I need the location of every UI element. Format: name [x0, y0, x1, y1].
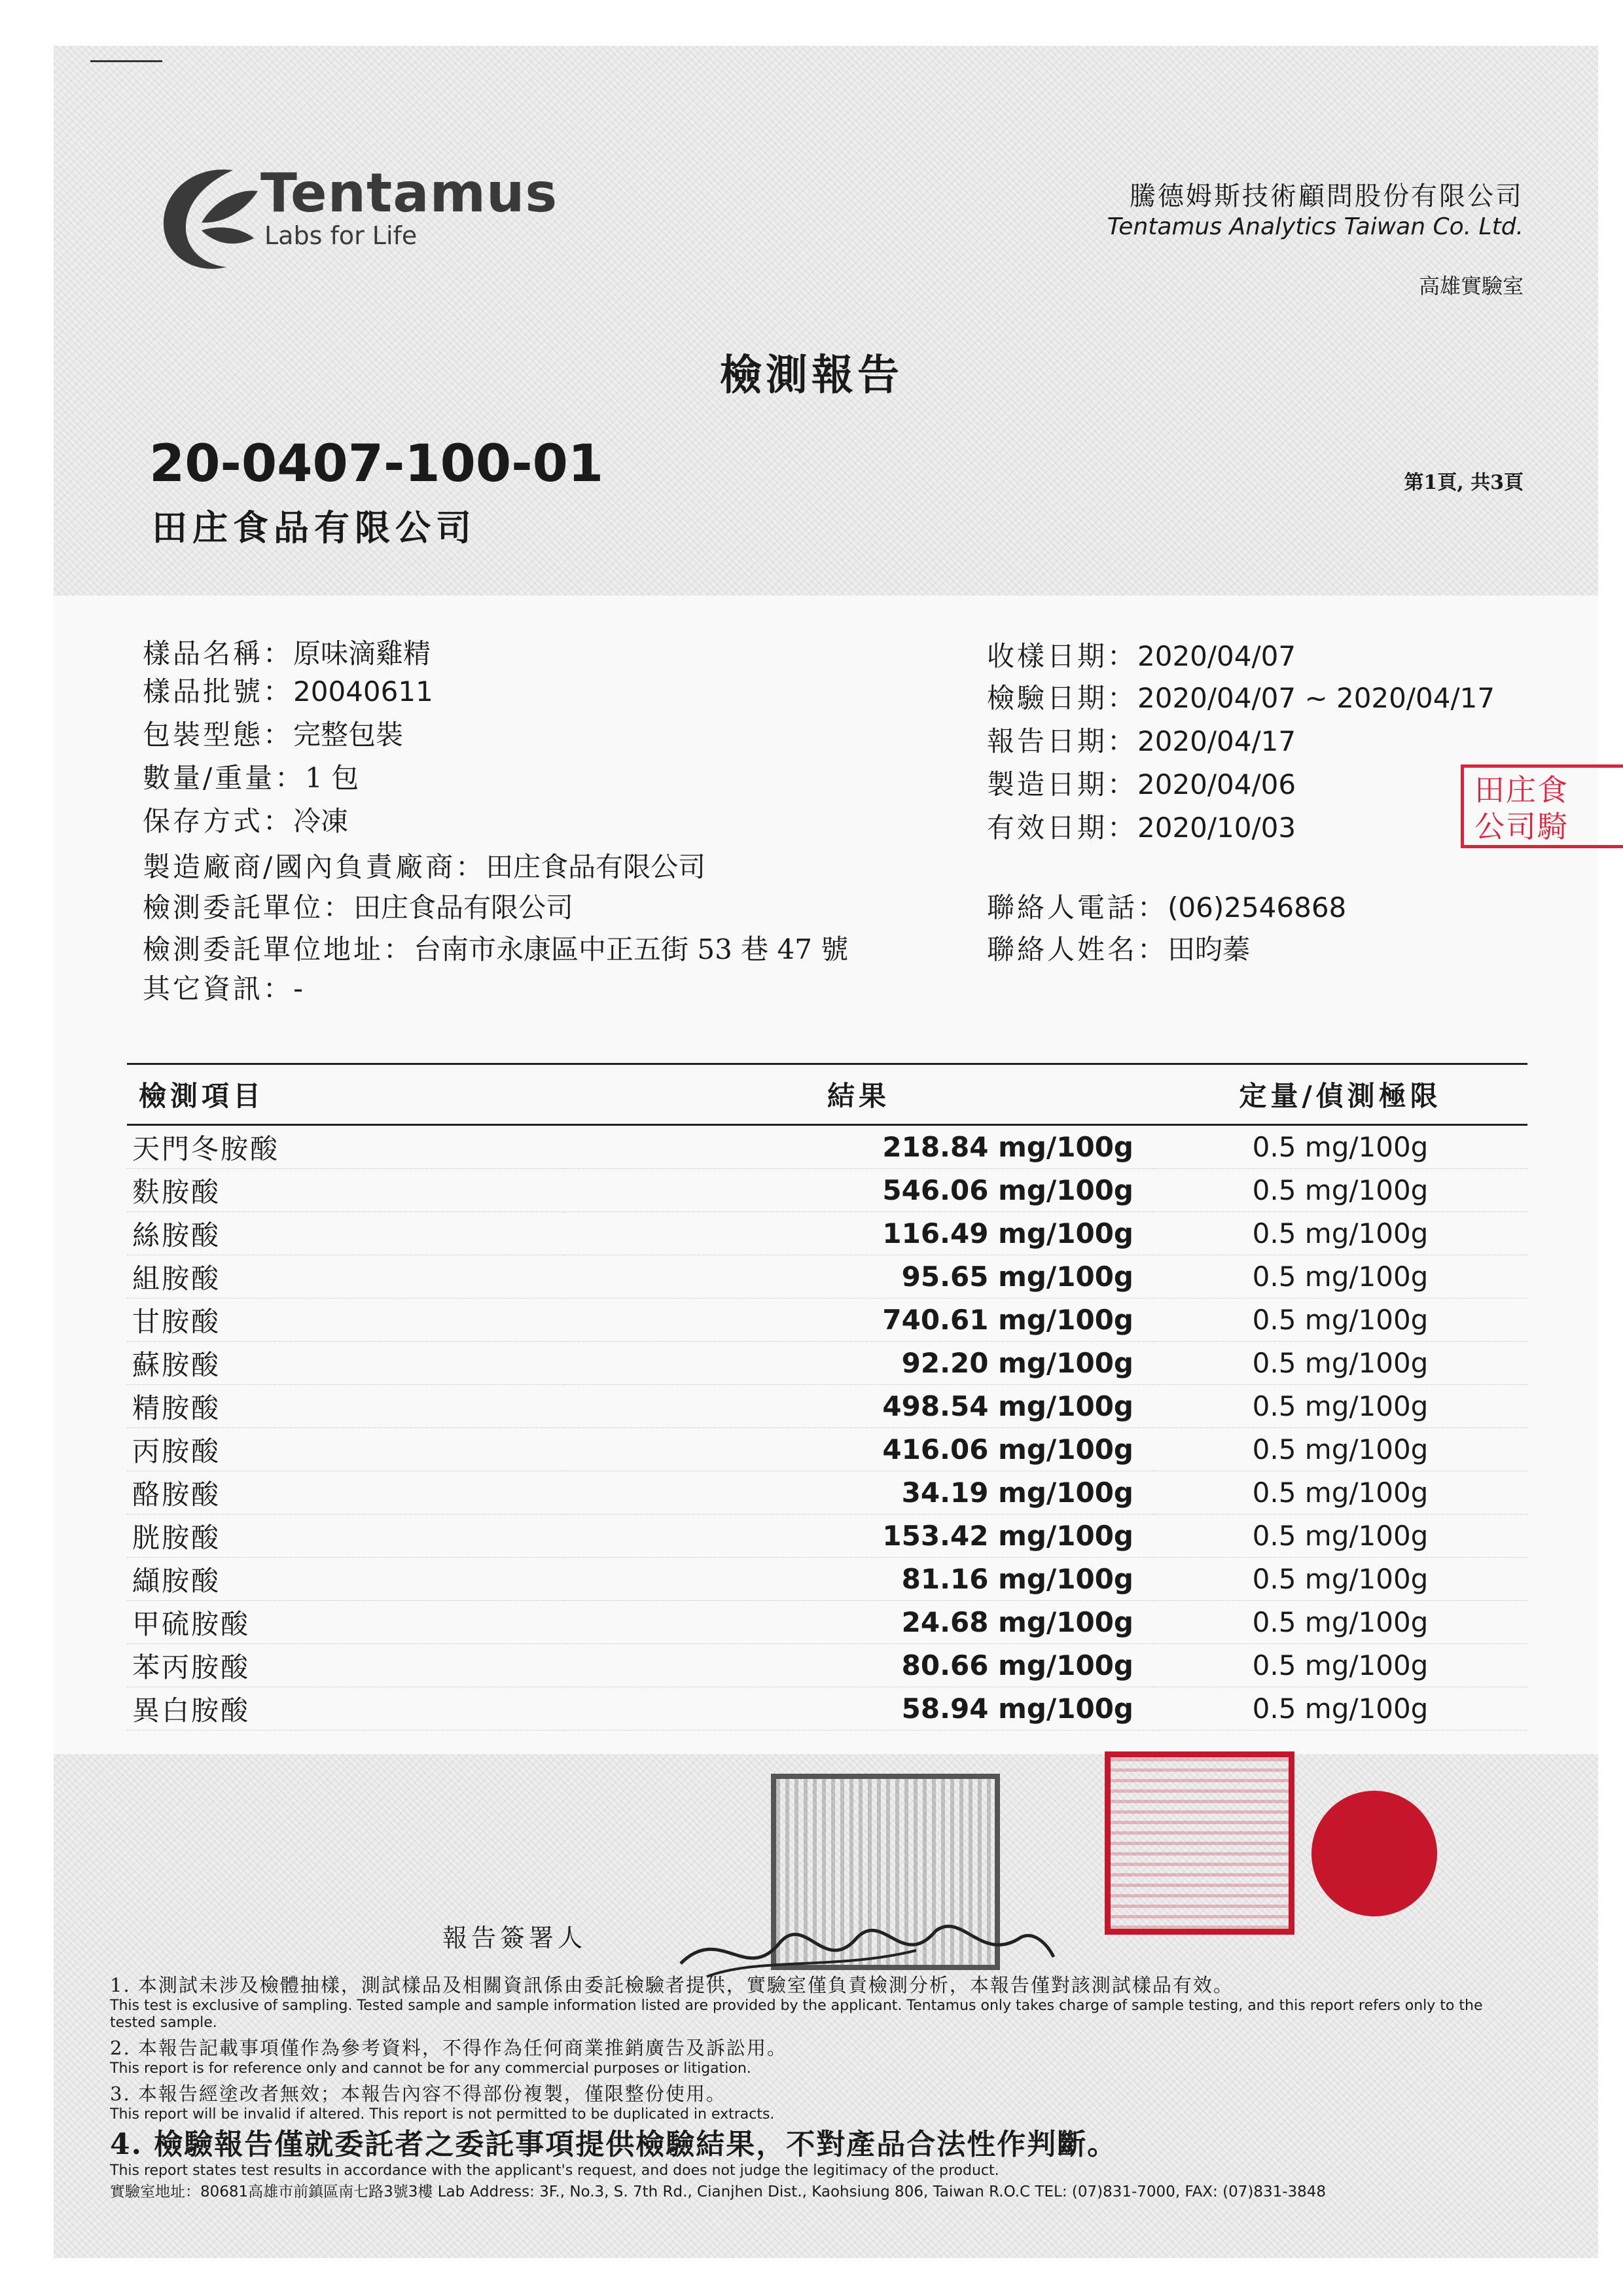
date-report: 報告日期：2020/04/17 — [987, 725, 1296, 757]
test-limit: 0.5 mg/100g — [1153, 1212, 1527, 1255]
test-item: 天門冬胺酸 — [127, 1125, 564, 1169]
info-sample-name: 樣品名稱：原味滴雞精 — [143, 637, 431, 670]
table-row — [127, 1558, 1527, 1601]
test-limit: 0.5 mg/100g — [1153, 1169, 1527, 1212]
results-table — [127, 1063, 1527, 1731]
lab-name: 高雄實驗室 — [1418, 274, 1524, 298]
company-name-zh: 騰德姆斯技術顧問股份有限公司 — [1130, 181, 1524, 211]
info-batch-no: 樣品批號：20040611 — [143, 675, 433, 708]
info-client-unit: 檢測委託單位：田庄食品有限公司 — [143, 891, 574, 924]
test-item: 麩胺酸 — [127, 1169, 564, 1212]
test-limit: 0.5 mg/100g — [1153, 1558, 1527, 1601]
test-result: 498.54 mg/100g — [564, 1385, 1153, 1428]
chop-line-1: 田庄食 — [1474, 772, 1569, 808]
header-result: 結果 — [564, 1064, 1153, 1125]
test-result: 218.84 mg/100g — [564, 1125, 1153, 1169]
table-row — [127, 1644, 1527, 1687]
test-item: 甲硫胺酸 — [127, 1601, 564, 1644]
test-result: 81.16 mg/100g — [564, 1558, 1153, 1601]
test-item: 蘇胺酸 — [127, 1342, 564, 1385]
note-2-zh: 2. 本報告記載事項僅作為參考資料，不得作為任何商業推銷廣告及訴訟用。 — [110, 2037, 787, 2059]
test-item: 組胺酸 — [127, 1255, 564, 1299]
test-limit: 0.5 mg/100g — [1153, 1601, 1527, 1644]
date-manufactured: 製造日期：2020/04/06 — [987, 768, 1296, 800]
company-chop-stamp — [1461, 764, 1623, 848]
table-row — [127, 1428, 1527, 1471]
test-limit: 0.5 mg/100g — [1153, 1299, 1527, 1342]
test-result: 740.61 mg/100g — [564, 1299, 1153, 1342]
note-4-zh: 4. 檢驗報告僅就委託者之委託事項提供檢驗結果，不對產品合法性作判斷。 — [110, 2128, 1118, 2161]
test-result: 416.06 mg/100g — [564, 1428, 1153, 1471]
corner-mark — [90, 60, 162, 62]
test-limit: 0.5 mg/100g — [1153, 1342, 1527, 1385]
logo-tagline: Labs for Life — [264, 221, 418, 250]
table-row — [127, 1169, 1527, 1212]
results-header-row — [127, 1064, 1527, 1125]
note-3-en: This report will be invalid if altered. This report is not permitted to be duplicated in extracts. — [110, 2106, 775, 2123]
info-storage: 保存方式：冷凍 — [143, 805, 349, 837]
test-result: 116.49 mg/100g — [564, 1212, 1153, 1255]
header-limit: 定量/偵測極限 — [1153, 1064, 1527, 1125]
table-row — [127, 1687, 1527, 1731]
note-1-en: This test is exclusive of sampling. Tested sample and sample information listed are provided by the applicant. Tentamus only takes charge of sample testing, and this report refers only to the tested sample. — [110, 1998, 1483, 2031]
chop-line-2: 公司騎 — [1474, 809, 1569, 844]
info-packaging: 包裝型態：完整包裝 — [143, 719, 404, 751]
tentamus-logo-icon — [156, 152, 260, 276]
signer-label: 報告簽署人 — [442, 1924, 587, 1952]
info-other: 其它資訊：- — [143, 973, 304, 1005]
info-quantity: 數量/重量：1 包 — [143, 762, 359, 794]
header-test-item: 檢測項目 — [127, 1064, 564, 1125]
info-client-address: 檢測委託單位地址：台南市永康區中正五街 53 巷 47 號 — [143, 933, 849, 965]
test-result: 80.66 mg/100g — [564, 1644, 1153, 1687]
test-limit: 0.5 mg/100g — [1153, 1385, 1527, 1428]
test-result: 153.42 mg/100g — [564, 1515, 1153, 1558]
contact-phone: 聯絡人電話：(06)2546868 — [987, 891, 1347, 924]
table-row — [127, 1515, 1527, 1558]
lab-address-footer: 實驗室地址：80681高雄市前鎮區南七路3號3樓 Lab Address: 3F., No.3, S. 7th Rd., Cianjhen Dist., Kaohsiung 806, Taiwan R.O.C TEL: (07)831-7000, FAX: (07)831-3848 — [110, 2183, 1327, 2200]
red-square-seal-icon — [1105, 1751, 1294, 1935]
logo-name: Tentamus — [260, 162, 558, 224]
test-item: 精胺酸 — [127, 1385, 564, 1428]
test-limit: 0.5 mg/100g — [1153, 1471, 1527, 1515]
table-row — [127, 1212, 1527, 1255]
table-row — [127, 1385, 1527, 1428]
test-item: 酪胺酸 — [127, 1471, 564, 1515]
test-limit: 0.5 mg/100g — [1153, 1428, 1527, 1471]
test-item: 丙胺酸 — [127, 1428, 564, 1471]
table-row — [127, 1601, 1527, 1644]
contact-name: 聯絡人姓名：田昀蓁 — [987, 933, 1251, 965]
test-result: 95.65 mg/100g — [564, 1255, 1153, 1299]
test-limit: 0.5 mg/100g — [1153, 1255, 1527, 1299]
test-limit: 0.5 mg/100g — [1153, 1687, 1527, 1731]
test-item: 絲胺酸 — [127, 1212, 564, 1255]
table-row — [127, 1471, 1527, 1515]
test-item: 纈胺酸 — [127, 1558, 564, 1601]
table-row — [127, 1342, 1527, 1385]
test-item: 甘胺酸 — [127, 1299, 564, 1342]
company-name-en: Tentamus Analytics Taiwan Co. Ltd. — [1107, 213, 1524, 240]
test-limit: 0.5 mg/100g — [1153, 1644, 1527, 1687]
test-result: 24.68 mg/100g — [564, 1601, 1153, 1644]
document-title: 檢測報告 — [720, 351, 903, 400]
red-round-seal-icon — [1311, 1791, 1437, 1916]
table-row — [127, 1255, 1527, 1299]
test-result: 58.94 mg/100g — [564, 1687, 1153, 1731]
test-limit: 0.5 mg/100g — [1153, 1125, 1527, 1169]
test-result: 34.19 mg/100g — [564, 1471, 1153, 1515]
note-2-en: This report is for reference only and cannot be for any commercial purposes or litigation. — [110, 2060, 751, 2077]
client-name: 田庄食品有限公司 — [152, 507, 476, 548]
date-expiry: 有效日期：2020/10/03 — [987, 812, 1296, 844]
test-limit: 0.5 mg/100g — [1153, 1515, 1527, 1558]
test-item: 異白胺酸 — [127, 1687, 564, 1731]
test-result: 92.20 mg/100g — [564, 1342, 1153, 1385]
test-item: 苯丙胺酸 — [127, 1644, 564, 1687]
test-item: 胱胺酸 — [127, 1515, 564, 1558]
page-number: 第1頁, 共3頁 — [1404, 471, 1524, 494]
note-1-zh: 1. 本測試未涉及檢體抽樣，測試樣品及相關資訊係由委託檢驗者提供，實驗室僅負責檢測分析，本報告僅對該測試樣品有效。 — [110, 1974, 1234, 1996]
date-received: 收樣日期：2020/04/07 — [987, 640, 1296, 672]
report-number: 20-0407-100-01 — [149, 435, 604, 493]
table-row — [127, 1299, 1527, 1342]
date-tested: 檢驗日期：2020/04/07 ~ 2020/04/17 — [987, 682, 1495, 714]
test-result: 546.06 mg/100g — [564, 1169, 1153, 1212]
note-4-en: This report states test results in accordance with the applicant's request, and does not judge the legitimacy of the product. — [110, 2162, 999, 2179]
note-3-zh: 3. 本報告經塗改者無效；本報告內容不得部份複製，僅限整份使用。 — [110, 2083, 726, 2105]
info-manufacturer: 製造廠商/國內負責廠商：田庄食品有限公司 — [143, 851, 706, 883]
table-row — [127, 1125, 1527, 1169]
report-notes — [110, 1973, 1524, 2183]
